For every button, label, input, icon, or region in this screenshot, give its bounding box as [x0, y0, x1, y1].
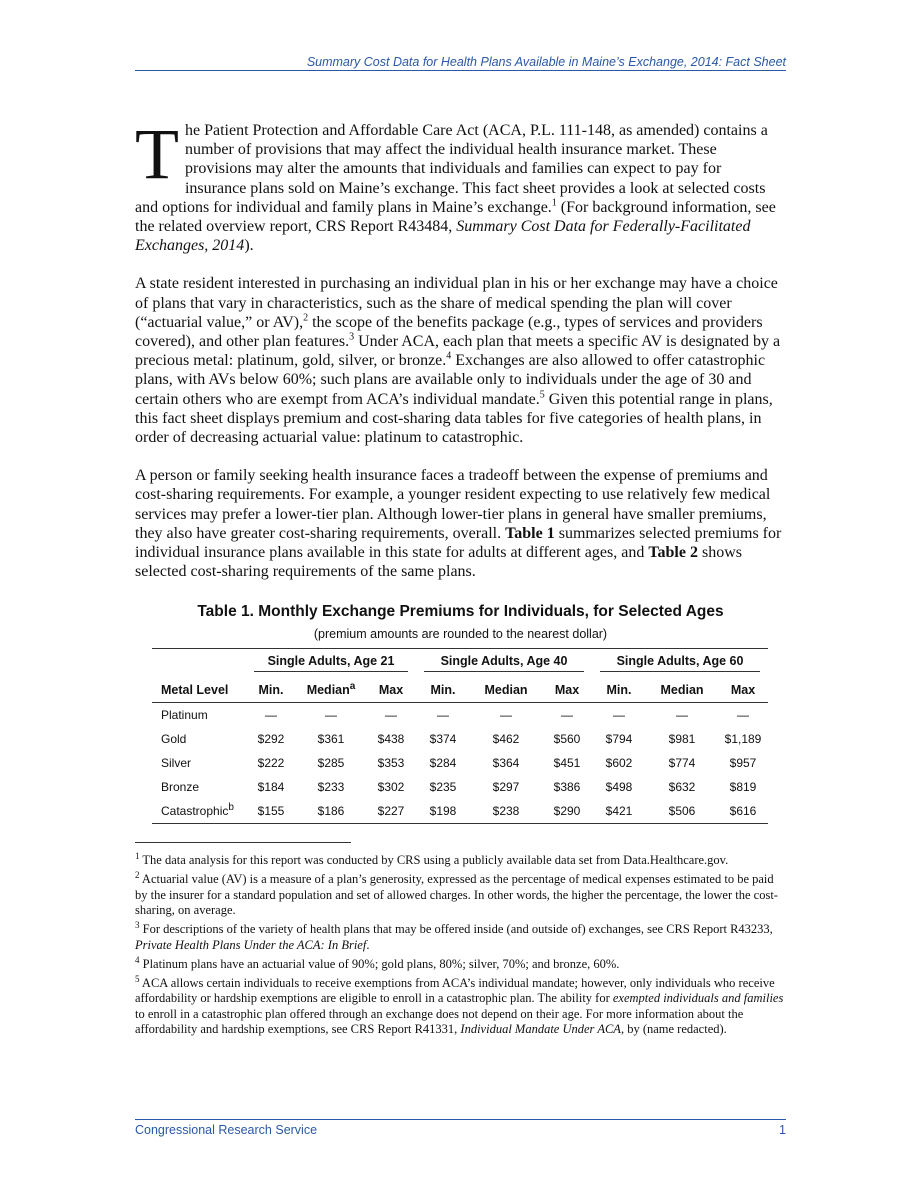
premium-cell: $233: [317, 780, 345, 794]
premium-cell: $302: [377, 780, 405, 794]
premium-cell: $186: [296, 799, 366, 824]
premium-cell: $438: [377, 732, 405, 746]
premium-cell: $285: [317, 756, 345, 770]
premium-cell: $290: [542, 799, 592, 824]
metal-level-cell: [152, 775, 246, 799]
premium-cell: $353: [377, 756, 405, 770]
metal-level-cell: [152, 727, 246, 751]
footnote-number: 5: [135, 973, 140, 984]
text-run: .: [366, 937, 370, 952]
metal-level-cell: [152, 799, 246, 824]
report-title: Private Health Plans Under the ACA: In Brief: [135, 937, 367, 952]
text-run: A person or family seeking health insurance faces a tradeoff between the expense of premiums and cost-sharing requirements. For example, a younger resident expecting to use relatively few medical services may prefer a lower-tier plan. Although lower-tier plans in general have smaller premiums, they also have greater cost-sharing requirements, overall.: [135, 467, 771, 542]
premium-cell: $957: [729, 756, 757, 770]
column-header-max: Max: [718, 677, 768, 703]
column-header-min: Min.: [592, 677, 646, 703]
group-header-age-21: [246, 649, 416, 678]
metal-level-label: Catastrophic: [161, 804, 229, 818]
footnote-ref[interactable]: 4: [446, 350, 452, 362]
text-run: Exchanges are also allowed to offer catastrophic plans, with AVs below 60%; such plans are available only to individuals under the age of 30 and certain others who are exempt from ACA’s individual mandate.: [135, 352, 766, 408]
premium-cell: $386: [553, 780, 581, 794]
metal-level-cell: [152, 751, 246, 775]
metal-level-label: Gold: [161, 732, 187, 746]
premium-cell: $774: [668, 756, 696, 770]
footnote-2: [135, 869, 786, 919]
premium-cell: $506: [646, 799, 718, 824]
premium-cell: —: [265, 708, 277, 722]
table-row: [152, 775, 768, 799]
premium-cell: $297: [492, 780, 520, 794]
paragraph-intro: [135, 114, 786, 255]
text-run: the scope of the benefits package (e.g., types of services and providers covered), and other plan features.: [135, 313, 763, 351]
group-header-age-60: [592, 649, 768, 678]
table-row: [152, 727, 768, 751]
text-run: , by (name redacted).: [620, 1022, 727, 1036]
metal-level-label: Bronze: [161, 780, 200, 794]
footnote-ref[interactable]: 5: [539, 389, 545, 401]
footnote-5: [135, 973, 786, 1038]
group-label: Single Adults, Age 40: [424, 654, 584, 672]
footnote-3: [135, 919, 786, 953]
table-note-ref: a: [349, 680, 356, 692]
premium-cell: $198: [416, 799, 470, 824]
premium-cell: $155: [246, 799, 296, 824]
emphasis: exempted individuals and families: [612, 991, 784, 1005]
metal-level-label: Silver: [161, 756, 192, 770]
premium-cell: $616: [718, 799, 768, 824]
column-header-metal-level: Metal Level: [152, 677, 246, 703]
footnote-1: [135, 850, 786, 869]
table-body: [152, 703, 768, 824]
report-title: Individual Mandate Under ACA: [460, 1022, 621, 1036]
column-header-median: Median: [470, 677, 542, 703]
premium-cell: —: [500, 708, 512, 722]
premium-cell: $184: [257, 780, 285, 794]
group-header-age-40: [416, 649, 592, 678]
premium-cell: —: [325, 708, 337, 722]
text-run: Actuarial value (AV) is a measure of a plan’s generosity, expressed as the percentage of medical expenses estimated to be paid by the insurer for a standard population and set of allowed charges. In other words, the higher the percentage, the lower the cost-sharing, on average.: [135, 872, 778, 917]
premium-cell: —: [561, 708, 573, 722]
premium-cell: $462: [492, 732, 520, 746]
page-number: 1: [779, 1123, 786, 1137]
report-title: Summary Cost Data for Federally-Facilitated Exchanges, 2014: [135, 218, 751, 255]
footnote-ref[interactable]: 2: [303, 312, 309, 324]
footnote-number: 2: [135, 869, 140, 880]
column-header-median: Median: [646, 677, 718, 703]
column-header-row: [152, 677, 768, 703]
text-run: summarizes selected premiums for individual insurance plans available in this state for adults at different ages, and: [135, 524, 782, 562]
text-run: Platinum plans have an actuarial value of 90%; gold plans, 80%; silver, 70%; and bronze, 60%.: [139, 956, 620, 971]
premium-cell: $235: [429, 780, 457, 794]
table-row: [152, 799, 768, 824]
drop-cap: T: [135, 114, 179, 194]
table-reference: Table 1: [505, 524, 555, 542]
premiums-table: [152, 648, 768, 824]
column-header-min: Min.: [416, 677, 470, 703]
table-caption: Table 1. Monthly Exchange Premiums for Individuals, for Selected Ages: [197, 603, 724, 620]
footnotes: [135, 850, 786, 1041]
metal-level-label: Platinum: [161, 708, 208, 722]
footer-rule: [135, 1119, 786, 1120]
premium-cell: $632: [668, 780, 696, 794]
column-header-max: Max: [542, 677, 592, 703]
premium-cell: $819: [729, 780, 757, 794]
column-header-median: [296, 677, 366, 703]
empty-header-cell: [152, 649, 246, 678]
premium-cell: —: [613, 708, 625, 722]
premium-cell: $364: [492, 756, 520, 770]
group-header-row: [152, 649, 768, 678]
paragraph-plans: [135, 274, 786, 447]
text-run: Given this potential range in plans, this fact sheet displays premium and cost-sharing data tables for five categories of health plans, in order of decreasing actuarial value: platinum to catastrophic.: [135, 390, 773, 447]
premium-cell: $284: [429, 756, 457, 770]
premium-cell: $292: [257, 732, 285, 746]
footnote-number: 1: [135, 850, 140, 861]
footnote-number: 3: [135, 919, 140, 930]
text-run: ACA allows certain individuals to receive exemptions from ACA’s individual mandate; however, only individuals who receive affordability or hardship exemptions are eligible to enroll in a catastrophic plan. The ability for: [135, 975, 775, 1005]
premium-cell: $238: [470, 799, 542, 824]
footnote-4: [135, 954, 786, 973]
column-header-min: Min.: [246, 677, 296, 703]
text-run: For descriptions of the variety of health plans that may be offered inside (and outside of) exchanges, see CRS Report R43233,: [139, 922, 773, 936]
table-row: [152, 751, 768, 775]
text-run: shows selected cost-sharing requirements of the same plans.: [135, 544, 742, 581]
text-run: to enroll in a catastrophic plan offered through an exchange does not depend on their age. For more information about the affordability and hardship exemptions, see CRS Report R41331,: [135, 1006, 744, 1036]
table-subcaption: (premium amounts are rounded to the nearest dollar): [313, 627, 608, 641]
premium-cell: $227: [366, 799, 416, 824]
column-label: Median: [306, 682, 350, 697]
text-run: (For background information, see the related overview report, CRS Report R43484,: [135, 198, 776, 236]
premium-cell: $222: [257, 756, 285, 770]
table-row: [152, 703, 768, 728]
premium-cell: $451: [553, 756, 581, 770]
paragraph-tradeoff: [135, 466, 786, 581]
footnote-number: 4: [135, 954, 140, 965]
table-note-ref: b: [228, 802, 234, 813]
column-header-max: Max: [366, 677, 416, 703]
text-run: The data analysis for this report was conducted by CRS using a publicly available data set from Data.Healthcare.gov.: [139, 853, 729, 867]
text-run: A state resident interested in purchasing an individual plan in his or her exchange may have a choice of plans that vary in characteristics, such as the share of medical spending the plan will cover (“actuarial value,” or AV),: [135, 275, 778, 331]
text-run: ).: [244, 237, 254, 255]
group-label: Single Adults, Age 21: [254, 654, 408, 672]
premium-cell: $374: [429, 732, 457, 746]
text-run: Under ACA, each plan that meets a specific AV is designated by a precious metal: platinum, gold, silver, or bronze.: [135, 333, 781, 370]
premium-cell: —: [676, 708, 688, 722]
premium-cell: $421: [592, 799, 646, 824]
premium-cell: $560: [553, 732, 581, 746]
premium-cell: —: [385, 708, 397, 722]
group-label: Single Adults, Age 60: [600, 654, 760, 672]
body-text: [135, 114, 786, 600]
premium-cell: $361: [317, 732, 345, 746]
text-run: he Patient Protection and Affordable Care Act (ACA, P.L. 111-148, as amended) contains a number of provisions that may affect the individual health insurance market. These provisions may alter the amounts that individuals and families can expect to pay for insurance plans sold on Maine’s exchange. This fact sheet provides a look at selected costs and options for individual and family plans in Maine’s exchange.: [135, 122, 768, 216]
footnote-ref[interactable]: 1: [551, 197, 557, 209]
premium-cell: $981: [668, 732, 696, 746]
premium-cell: $1,189: [724, 732, 762, 746]
premium-cell: $794: [605, 732, 633, 746]
metal-level-cell: [152, 703, 246, 728]
premium-cell: $498: [605, 780, 633, 794]
running-header: Summary Cost Data for Health Plans Available in Maine’s Exchange, 2014: Fact Sheet: [306, 55, 786, 69]
footnote-rule: [135, 842, 351, 843]
premium-cell: $602: [605, 756, 633, 770]
footnote-ref[interactable]: 3: [349, 331, 355, 343]
table-reference: Table 2: [648, 544, 698, 562]
premium-cell: —: [737, 708, 749, 722]
footer-publisher: Congressional Research Service: [135, 1123, 318, 1137]
premium-cell: —: [437, 708, 449, 722]
header-rule: [135, 70, 786, 71]
